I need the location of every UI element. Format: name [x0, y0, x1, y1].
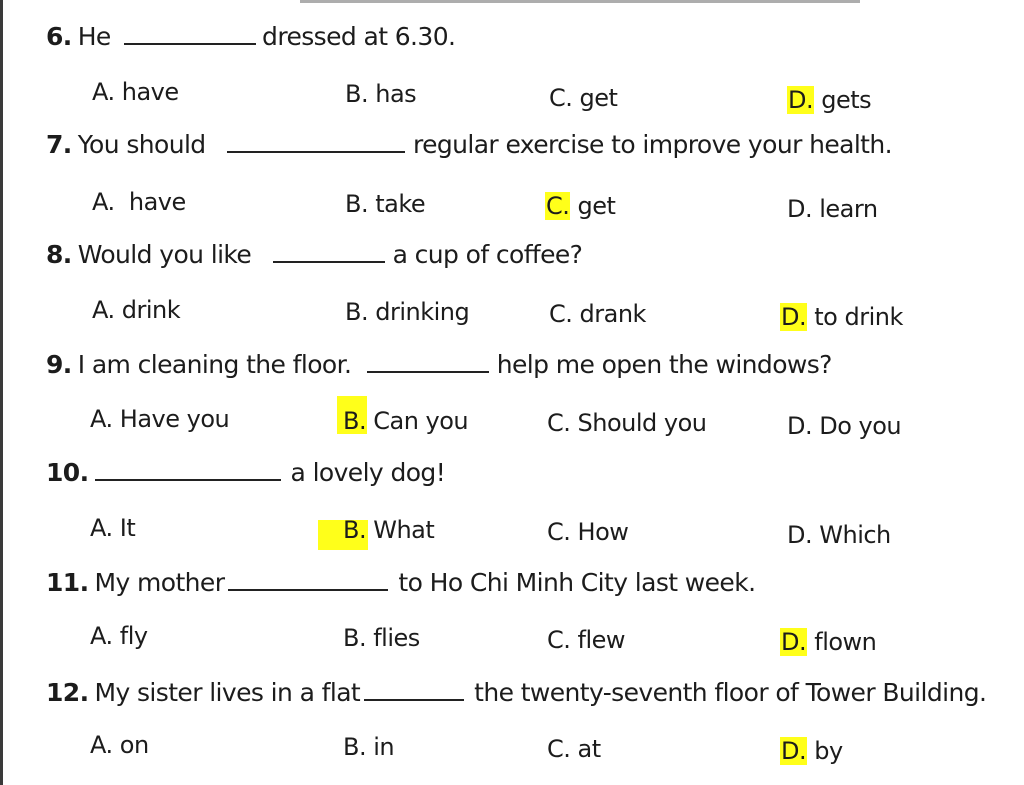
option-11c[interactable]: C. flew — [547, 626, 626, 654]
answer-blank — [228, 585, 388, 591]
option-10b[interactable]: B. What — [343, 516, 435, 544]
option-12a[interactable]: A. on — [90, 731, 149, 759]
answer-blank — [95, 475, 281, 481]
question-10-stem: 10. a lovely dog! — [46, 458, 446, 487]
question-number: 6. — [46, 22, 72, 51]
option-7d[interactable]: D. learn — [787, 195, 878, 223]
answer-highlight: C. — [546, 192, 570, 220]
option-10a[interactable]: A. It — [90, 514, 136, 542]
option-7a[interactable]: A. have — [92, 188, 186, 216]
option-9a[interactable]: A. Have you — [90, 405, 230, 433]
option-6d[interactable]: D. gets — [788, 86, 872, 114]
answer-highlight: D. — [781, 628, 807, 656]
option-8d[interactable]: D. to drink — [781, 303, 903, 331]
answer-blank — [364, 695, 464, 701]
question-12-stem: 12. My sister lives in a flat the twenty-seventh floor of Tower Building. — [46, 678, 987, 707]
option-6a[interactable]: A. have — [92, 78, 179, 106]
option-12d[interactable]: D. by — [781, 737, 843, 765]
answer-blank — [273, 257, 385, 263]
answer-blank — [227, 147, 405, 153]
option-9c[interactable]: C. Should you — [547, 409, 707, 437]
question-11-stem: 11. My mother to Ho Chi Minh City last week. — [46, 568, 756, 597]
page-left-edge — [0, 0, 3, 785]
option-7b[interactable]: B. take — [345, 190, 426, 218]
question-number: 12. — [46, 678, 89, 707]
answer-highlight: D. — [781, 303, 807, 331]
question-6-stem: 6. He dressed at 6.30. — [46, 22, 456, 51]
answer-highlight: D. — [781, 737, 807, 765]
answer-highlight: D. — [788, 86, 814, 114]
option-11d[interactable]: D. flown — [781, 628, 877, 656]
option-6c[interactable]: C. get — [549, 84, 618, 112]
question-number: 8. — [46, 240, 72, 269]
option-8c[interactable]: C. drank — [549, 300, 646, 328]
option-7c[interactable]: C. get — [546, 192, 616, 220]
question-7-stem: 7. You should regular exercise to improve your health. — [46, 130, 892, 159]
question-number: 7. — [46, 130, 72, 159]
question-number: 9. — [46, 350, 72, 379]
page-top-edge — [300, 0, 860, 3]
option-8b[interactable]: B. drinking — [345, 298, 470, 326]
option-11a[interactable]: A. fly — [90, 622, 148, 650]
option-12c[interactable]: C. at — [547, 735, 601, 763]
option-10c[interactable]: C. How — [547, 518, 629, 546]
option-10d[interactable]: D. Which — [787, 521, 891, 549]
question-9-stem: 9. I am cleaning the floor. help me open the windows? — [46, 350, 832, 379]
option-9b[interactable]: B. Can you — [343, 407, 469, 435]
question-8-stem: 8. Would you like a cup of coffee? — [46, 240, 583, 269]
answer-blank — [124, 39, 256, 45]
option-11b[interactable]: B. flies — [343, 624, 420, 652]
option-6b[interactable]: B. has — [345, 80, 417, 108]
option-12b[interactable]: B. in — [343, 733, 395, 761]
answer-blank — [367, 367, 489, 373]
option-8a[interactable]: A. drink — [92, 296, 181, 324]
question-number: 11. — [46, 568, 89, 597]
option-9d[interactable]: D. Do you — [787, 412, 902, 440]
question-number: 10. — [46, 458, 89, 487]
